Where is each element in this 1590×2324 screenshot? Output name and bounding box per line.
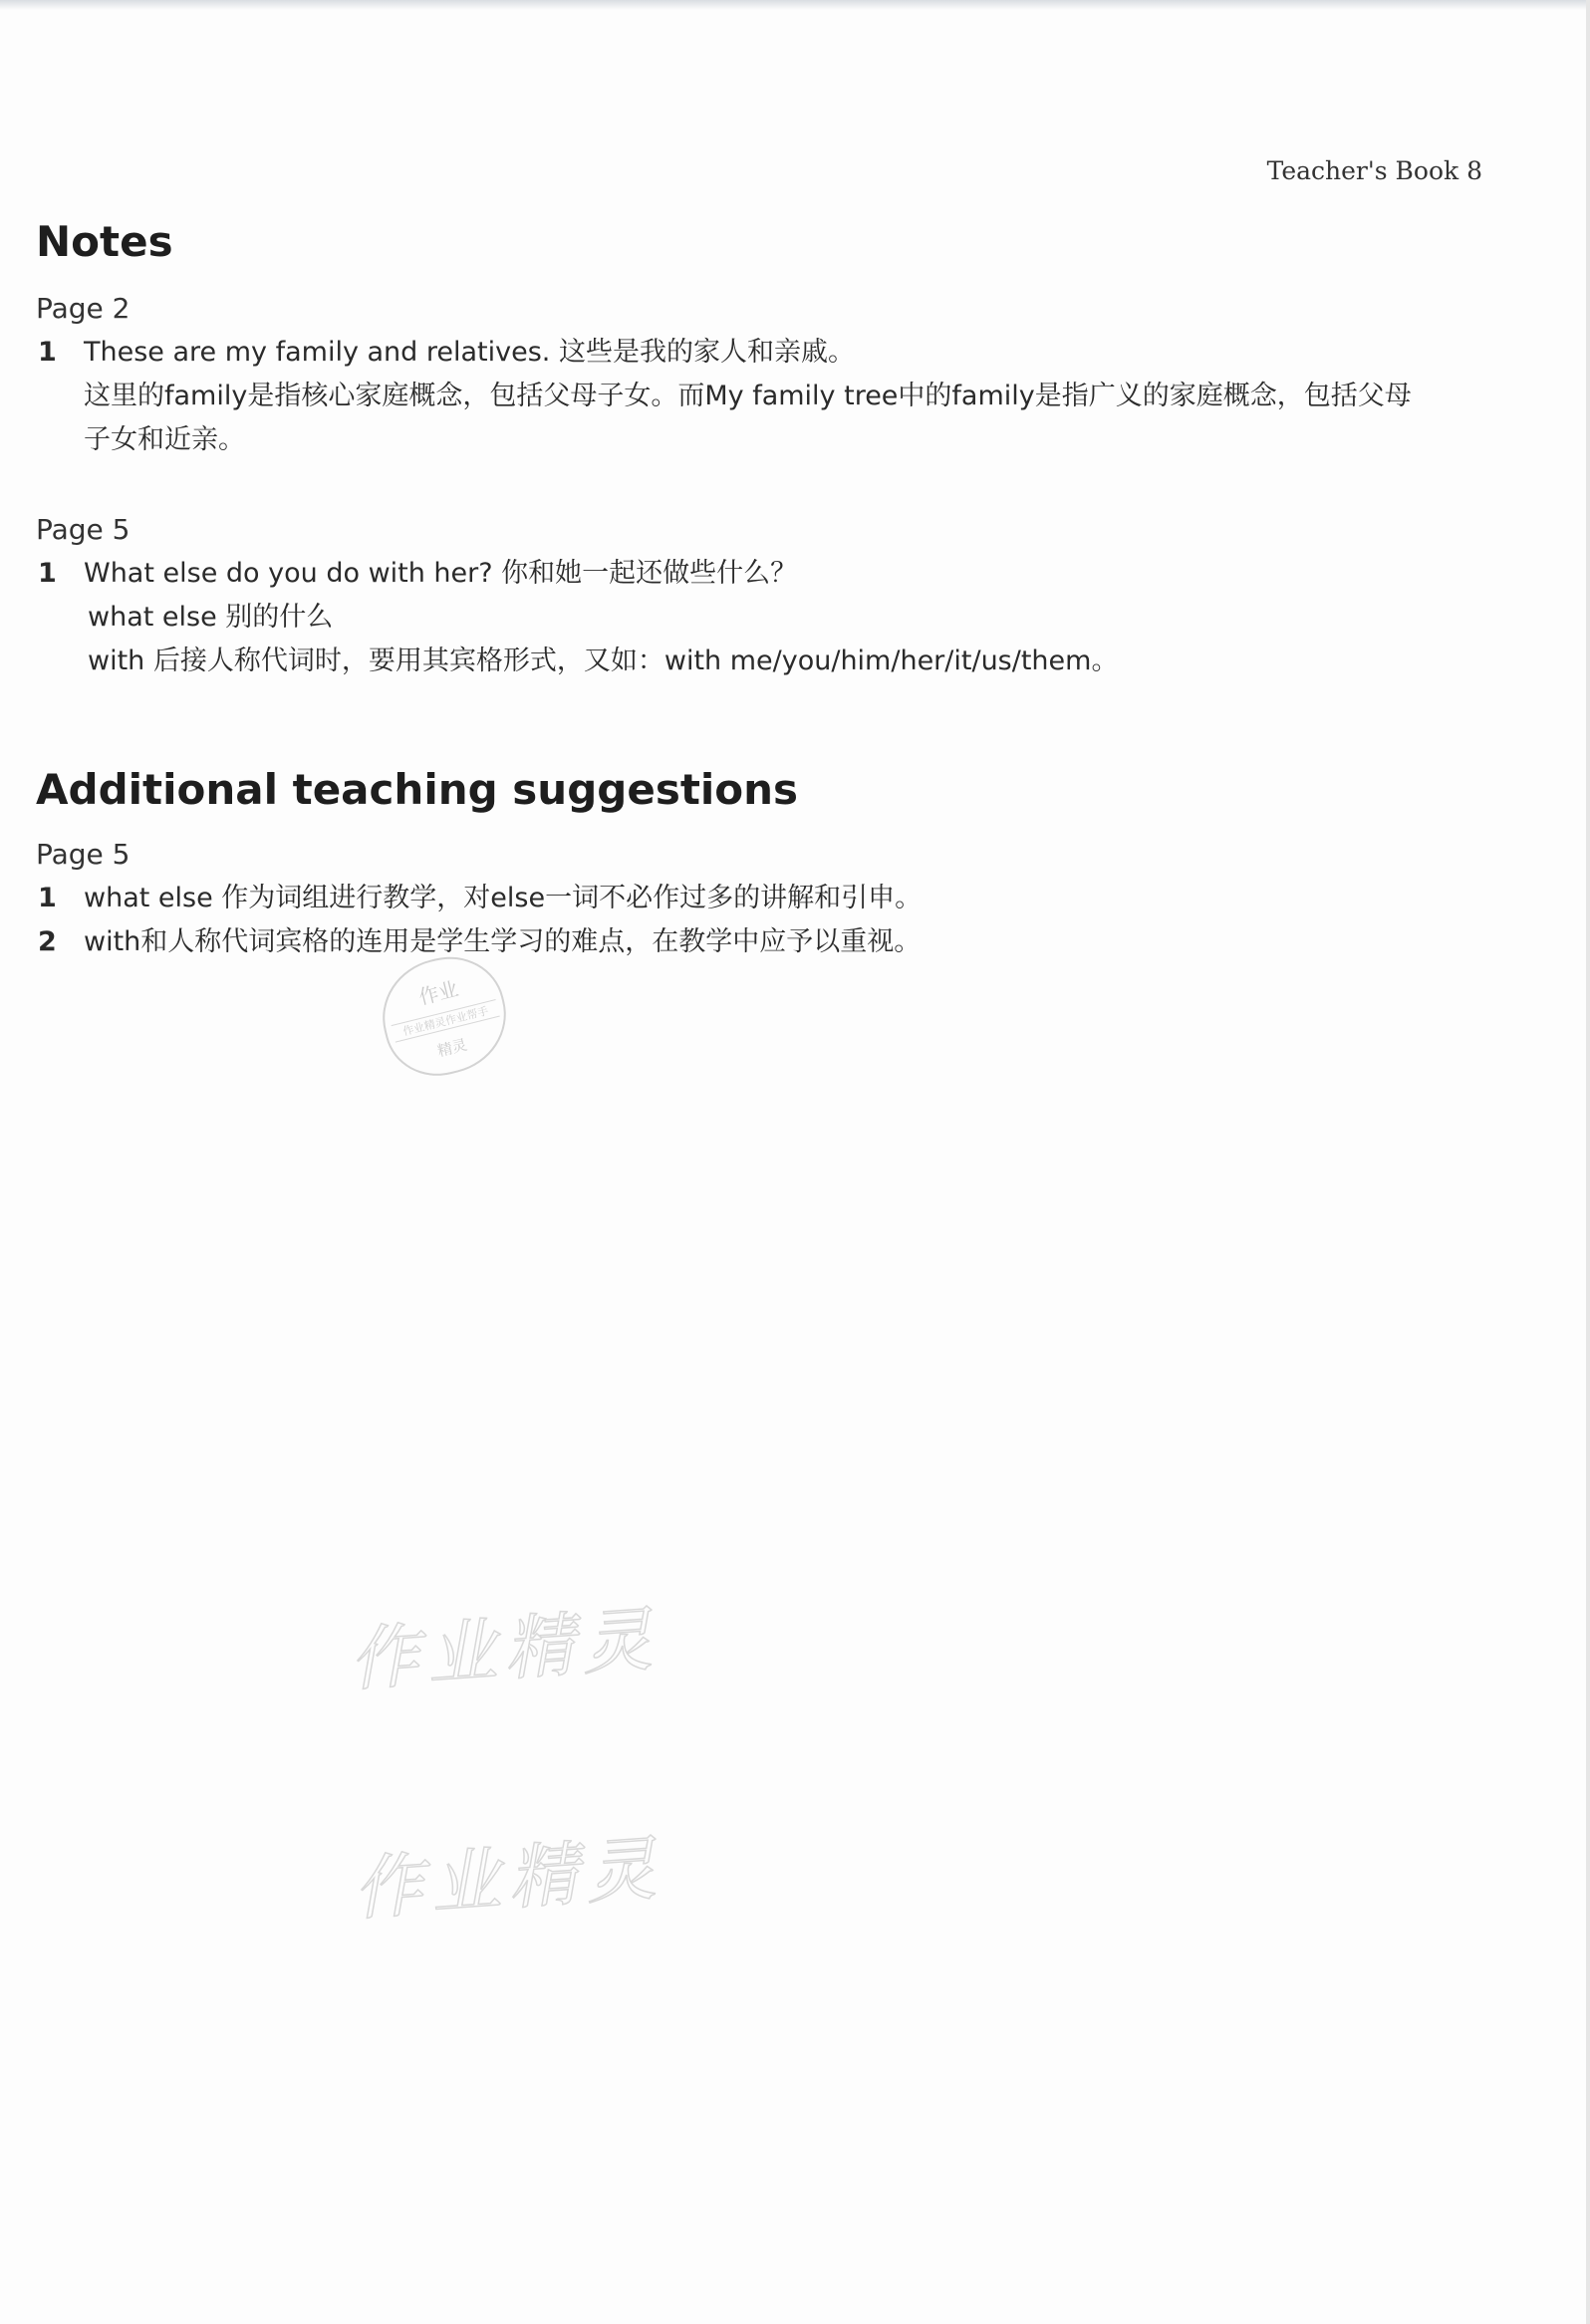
stamp-seal: [371, 945, 518, 1088]
page-ref: Page 2: [36, 292, 131, 325]
notes-section-page-5: [36, 508, 1510, 683]
suggestion-item: [36, 920, 1510, 964]
running-head: Teacher's Book 8: [1266, 156, 1482, 185]
suggestions-section: [36, 833, 1510, 964]
stamp-top-text: 作业: [415, 976, 461, 1010]
note-item: [36, 331, 1510, 462]
stamp-bottom-text: 精灵: [435, 1035, 469, 1061]
item-number: 2: [38, 926, 57, 957]
suggestion-text: with和人称代词宾格的连用是学生学习的难点，在教学中应予以重视。: [84, 926, 922, 957]
scan-right-edge: [1586, 0, 1590, 2324]
scan-top-edge: [0, 0, 1590, 10]
note-line: with 后接人称代词时，要用其宾格形式，又如：with me/you/him/her/it/us/them。: [88, 646, 1119, 676]
note-line: what else 别的什么: [88, 602, 334, 633]
note-item: [36, 552, 1510, 683]
item-number: 1: [38, 883, 57, 913]
item-number: 1: [38, 558, 57, 589]
watermark: 作业精灵: [346, 1598, 662, 1701]
note-line: What else do you do with her? 你和她一起还做些什么？: [84, 558, 798, 589]
suggestion-item: [36, 877, 1510, 920]
page-ref: Page 5: [36, 513, 131, 546]
notes-section-page-2: [36, 287, 1510, 462]
notes-title: Notes: [36, 217, 173, 266]
page-ref: Page 5: [36, 838, 131, 871]
stamp-middle-text: 作业精灵作业帮手: [392, 999, 500, 1043]
item-number: 1: [38, 337, 57, 368]
note-line: 子女和近亲。: [84, 424, 245, 455]
note-line: 这里的family是指核心家庭概念，包括父母子女。而My family tree中的family是指广义的家庭概念，包括父母: [84, 381, 1412, 411]
watermark: 作业精灵: [350, 1827, 666, 1931]
suggestion-text: what else 作为词组进行教学，对else一词不必作过多的讲解和引申。: [84, 883, 923, 913]
suggestions-title: Additional teaching suggestions: [36, 765, 799, 814]
note-line: These are my family and relatives. 这些是我的家人和亲戚。: [84, 337, 855, 368]
